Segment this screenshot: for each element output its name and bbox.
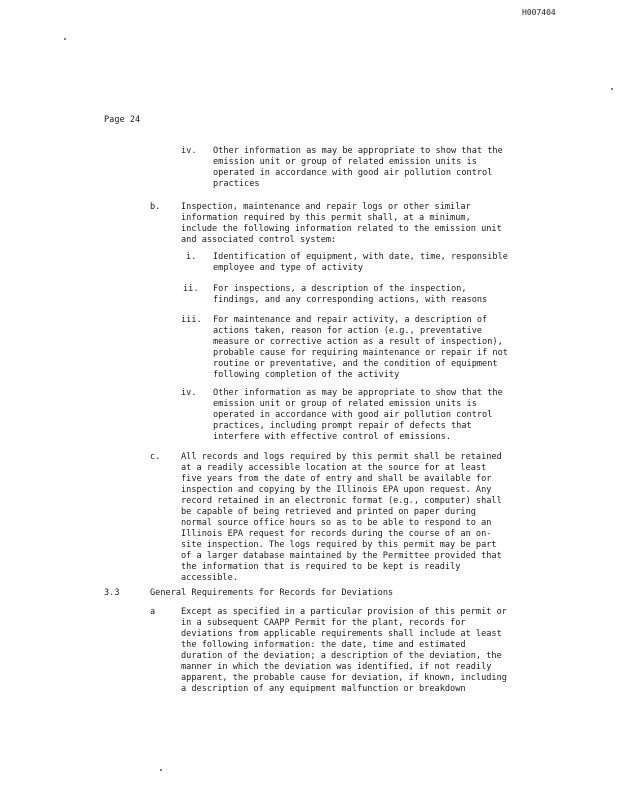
list-marker: i. — [186, 252, 197, 262]
text-line: be capable of being retrieved and printed on paper during — [181, 507, 476, 517]
scan-speck — [611, 88, 613, 90]
text-line: Illinois EPA request for records during the course of an on- — [181, 529, 492, 539]
text-line: of a larger database maintained by the Permittee provided that — [181, 551, 502, 561]
text-line: emission unit or group of related emission units is — [213, 157, 477, 167]
text-line: record retained in an electronic format (e.g., computer) shall — [181, 496, 502, 506]
section-title: General Requirements for Records for Deviations — [150, 588, 394, 598]
text-line: the information that is required to be kept is readily — [181, 562, 461, 572]
text-line: accessible. — [181, 573, 238, 583]
text-line: Other information as may be appropriate to show that the — [213, 146, 503, 156]
text-line: site inspection. The logs required by this permit may be part — [181, 540, 497, 550]
text-line: the following information: the date, time and estimated — [181, 640, 466, 650]
text-line: actions taken, reason for action (e.g., preventative — [213, 326, 483, 336]
list-marker: ii. — [183, 284, 199, 294]
text-line: practices, including prompt repair of defects that — [213, 421, 472, 431]
text-line: deviations from applicable requirements shall include at least — [181, 629, 502, 639]
text-line: at a readily accessible location at the source for at least — [181, 463, 487, 473]
text-line: and associated control system: — [181, 235, 337, 245]
text-line: include the following information related to the emission unit — [181, 224, 502, 234]
text-line: apparent, the probable cause for deviation, if known, including — [181, 673, 507, 683]
text-line: Identification of equipment, with date, time, responsible — [213, 252, 508, 262]
text-line: findings, and any corresponding actions, with reasons — [213, 295, 488, 305]
section-number: 3.3 — [104, 588, 120, 598]
list-marker: iv. — [181, 388, 197, 398]
text-line: probable cause for requiring maintenance or repair if not — [213, 348, 508, 358]
text-line: manner in which the deviation was identified, if not readily — [181, 662, 492, 672]
text-line: in a subsequent CAAPP Permit for the plant, records for — [181, 618, 466, 628]
text-line: For inspections, a description of the inspection, — [213, 284, 467, 294]
list-marker: iv. — [181, 146, 197, 156]
document-id: H007404 — [522, 8, 556, 17]
text-line: duration of the deviation; a description of the deviation, the — [181, 651, 502, 661]
list-marker: b. — [150, 202, 161, 212]
text-line: practices — [213, 179, 260, 189]
text-line: Inspection, maintenance and repair logs or other similar — [181, 202, 471, 212]
text-line: Other information as may be appropriate to show that the — [213, 388, 503, 398]
text-line: emission unit or group of related emission units is — [213, 399, 477, 409]
text-line: employee and type of activity — [213, 263, 364, 273]
list-marker: iii. — [181, 315, 202, 325]
text-line: interfere with effective control of emissions. — [213, 432, 451, 442]
text-line: measure or corrective action as a result of inspection), — [213, 337, 503, 347]
text-line: following completion of the activity — [213, 370, 400, 380]
scan-speck — [64, 38, 66, 40]
text-line: For maintenance and repair activity, a description of — [213, 315, 488, 325]
text-line: All records and logs required by this permit shall be retained — [181, 452, 502, 462]
list-marker: c. — [150, 452, 161, 462]
text-line: Except as specified in a particular provision of this permit or — [181, 607, 507, 617]
text-line: operated in accordance with good air pollution control — [213, 168, 493, 178]
text-line: five years from the date of entry and shall be available for — [181, 474, 492, 484]
text-line: routine or preventative, and the condition of equipment — [213, 359, 498, 369]
page-label: Page 24 — [104, 115, 141, 125]
scan-speck — [160, 769, 162, 771]
text-line: normal source office hours so as to be able to respond to an — [181, 518, 492, 528]
text-line: inspection and copying by the Illinois EPA upon request. Any — [181, 485, 492, 495]
text-line: information required by this permit shall, at a minimum, — [181, 213, 471, 223]
text-line: a description of any equipment malfunction or breakdown — [181, 684, 466, 694]
text-line: operated in accordance with good air pollution control — [213, 410, 493, 420]
list-marker: a — [150, 607, 156, 617]
